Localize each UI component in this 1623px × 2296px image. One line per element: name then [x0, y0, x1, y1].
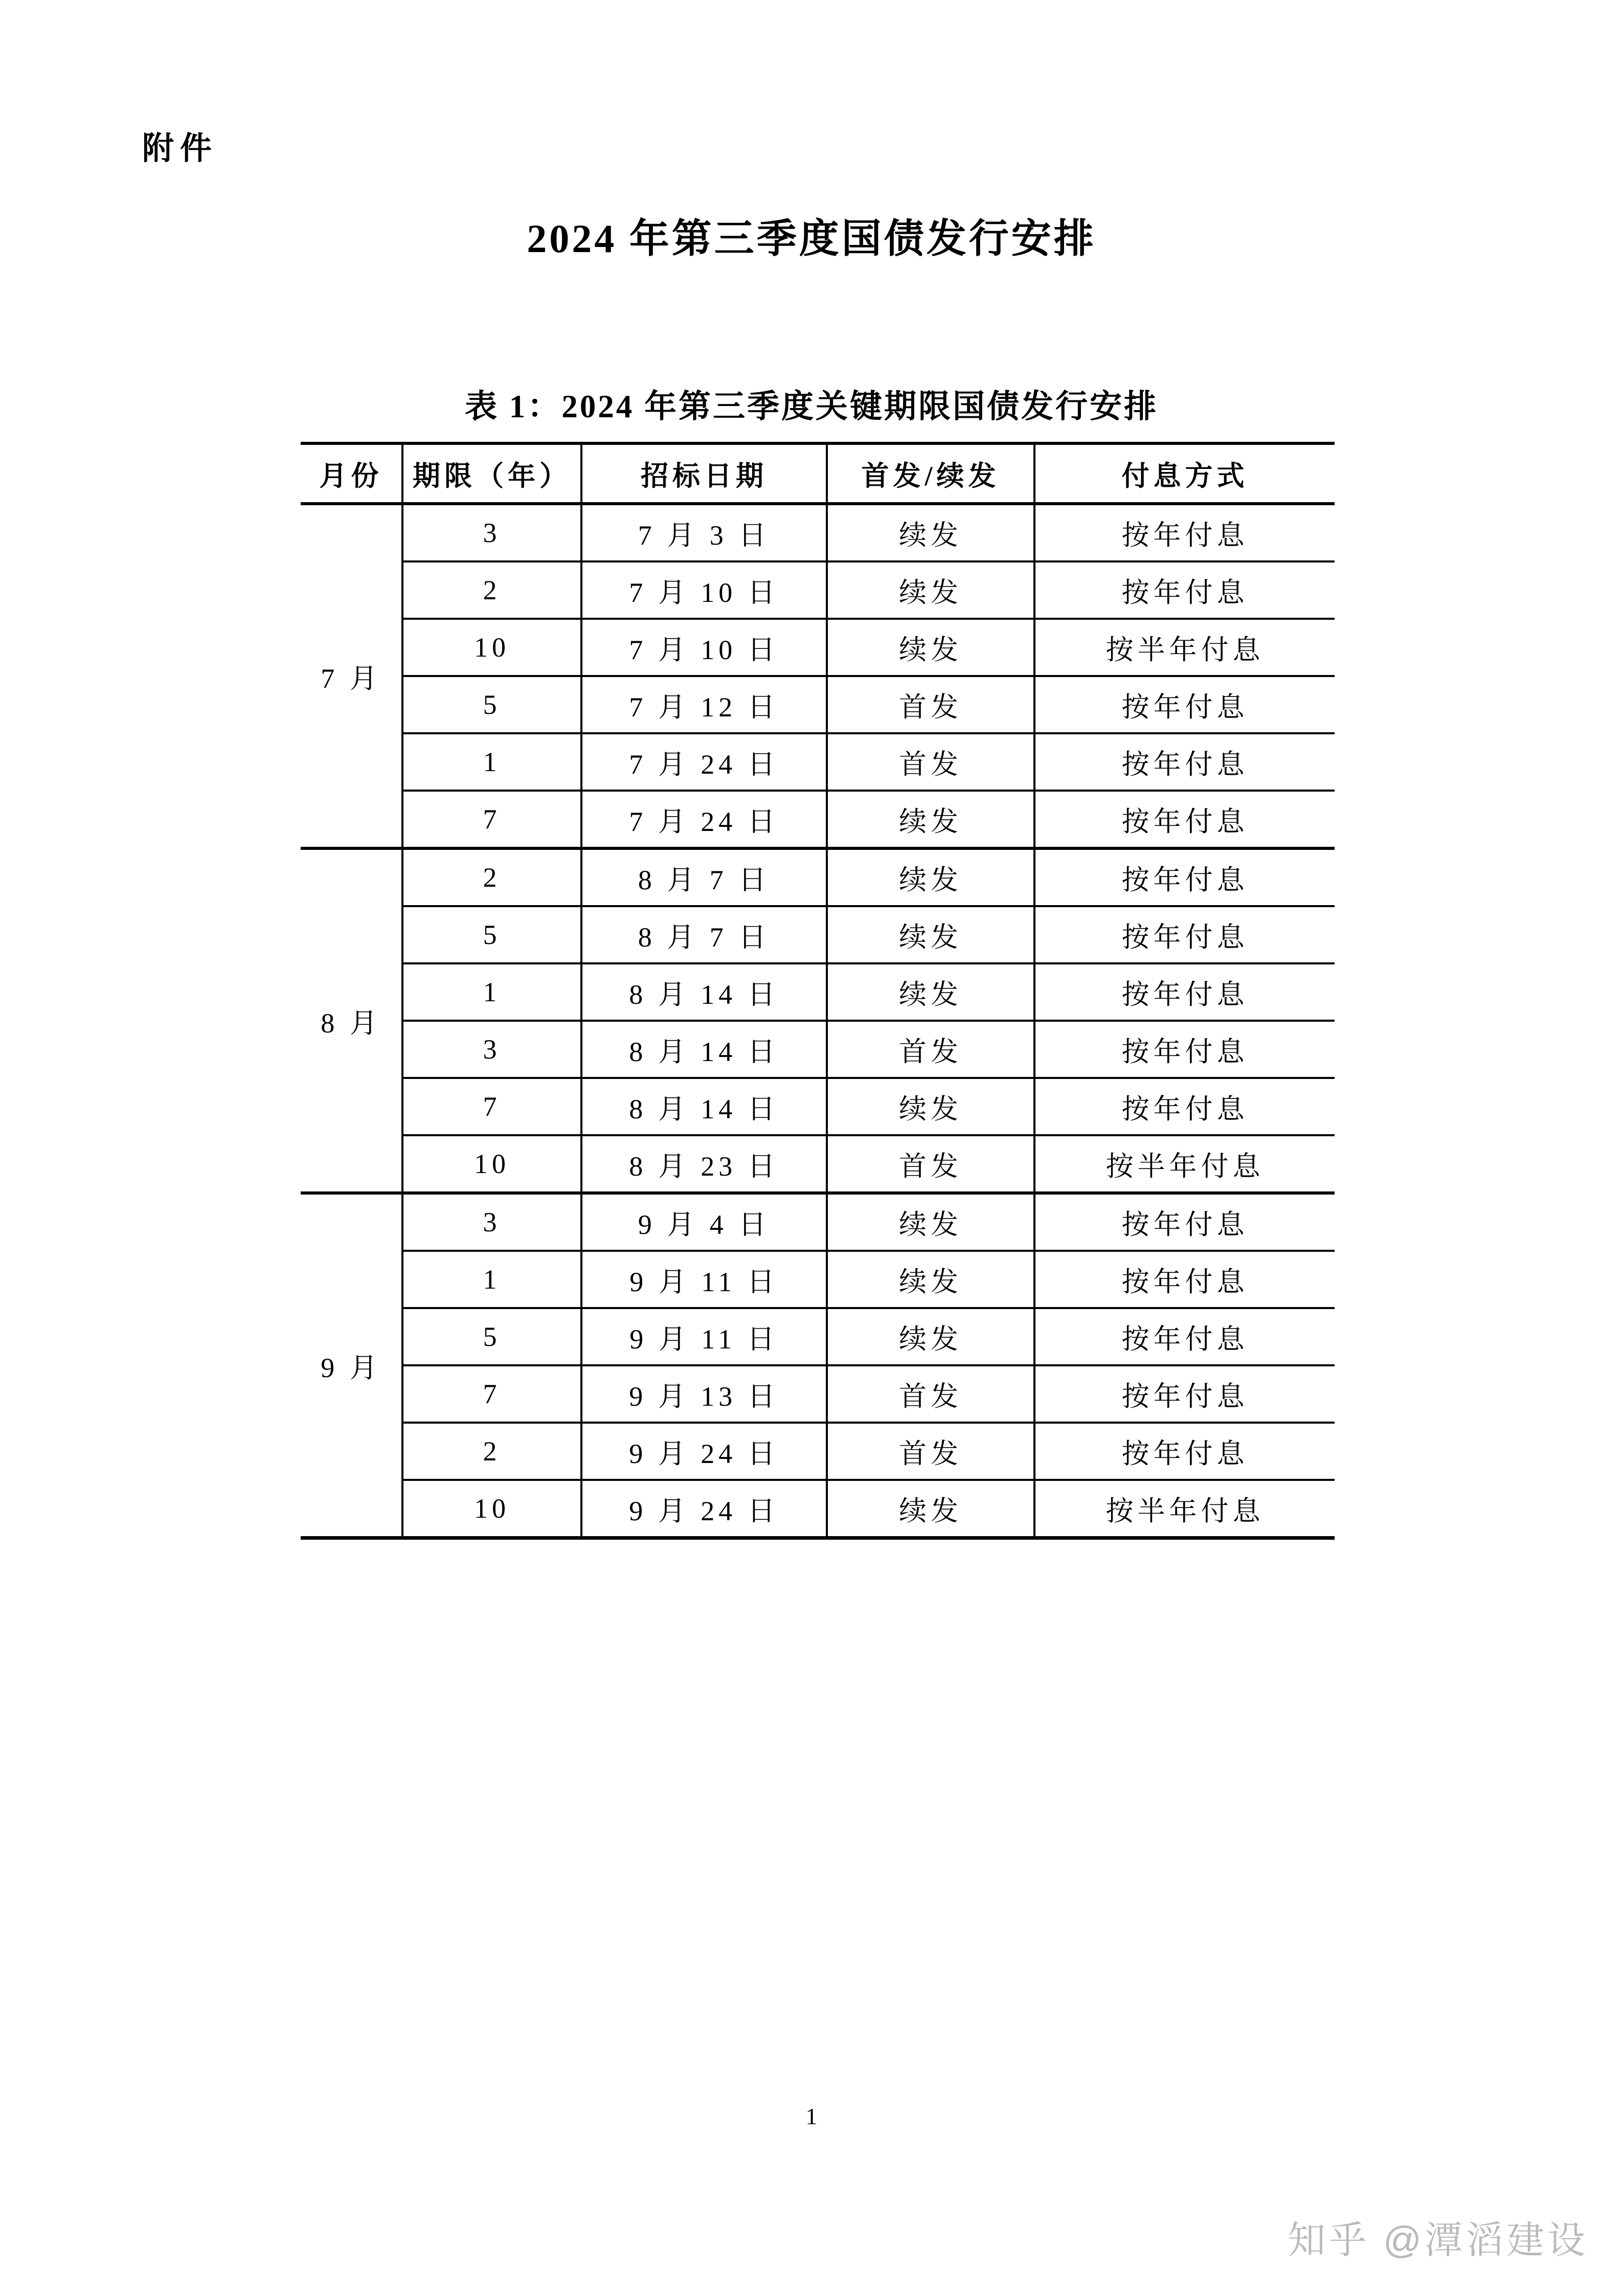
table-row	[301, 1135, 1335, 1193]
table-row	[301, 1021, 1335, 1078]
table-row	[301, 906, 1335, 963]
term-cell: 2	[402, 1423, 581, 1480]
date-cell: 7 月 24 日	[581, 733, 827, 791]
term-cell: 3	[402, 1021, 581, 1078]
month-cell: 9 月	[301, 1193, 402, 1538]
date-cell: 7 月 24 日	[581, 791, 827, 848]
date-cell: 9 月 13 日	[581, 1365, 827, 1423]
month-cell: 8 月	[301, 848, 402, 1193]
table-row	[301, 561, 1335, 619]
interest-cell: 按年付息	[1034, 676, 1335, 733]
date-cell: 7 月 10 日	[581, 561, 827, 619]
interest-cell: 按年付息	[1034, 848, 1335, 906]
table-header-row	[301, 443, 1335, 504]
issue-type-cell: 续发	[827, 561, 1034, 619]
bond-issuance-table	[301, 442, 1335, 1540]
issue-type-cell: 首发	[827, 733, 1034, 791]
table-row	[301, 733, 1335, 791]
issue-type-cell: 首发	[827, 1021, 1034, 1078]
interest-cell: 按年付息	[1034, 561, 1335, 619]
date-cell: 8 月 14 日	[581, 963, 827, 1021]
date-cell: 8 月 14 日	[581, 1021, 827, 1078]
term-cell: 10	[402, 619, 581, 676]
term-cell: 7	[402, 1365, 581, 1423]
term-cell: 1	[402, 1251, 581, 1308]
issue-type-cell: 续发	[827, 1193, 1034, 1251]
table-row	[301, 676, 1335, 733]
date-cell: 9 月 24 日	[581, 1423, 827, 1480]
interest-cell: 按年付息	[1034, 504, 1335, 561]
col-header-interest: 付息方式	[1034, 443, 1335, 504]
page-number: 1	[805, 2103, 818, 2129]
issue-type-cell: 首发	[827, 1365, 1034, 1423]
term-cell: 3	[402, 504, 581, 561]
issue-type-cell: 首发	[827, 1423, 1034, 1480]
date-cell: 7 月 3 日	[581, 504, 827, 561]
term-cell: 10	[402, 1135, 581, 1193]
table-row	[301, 1251, 1335, 1308]
issue-type-cell: 续发	[827, 504, 1034, 561]
month-cell: 7 月	[301, 504, 402, 848]
date-cell: 8 月 7 日	[581, 906, 827, 963]
issue-type-cell: 续发	[827, 1251, 1034, 1308]
interest-cell: 按年付息	[1034, 1423, 1335, 1480]
date-cell: 8 月 14 日	[581, 1078, 827, 1135]
term-cell: 1	[402, 963, 581, 1021]
table-caption: 表 1：2024 年第三季度关键期限国债发行安排	[465, 389, 1158, 424]
issue-type-cell: 续发	[827, 1078, 1034, 1135]
interest-cell: 按半年付息	[1034, 1480, 1335, 1538]
interest-cell: 按年付息	[1034, 1021, 1335, 1078]
interest-cell: 按年付息	[1034, 1193, 1335, 1251]
table-row	[301, 1480, 1335, 1538]
attachment-label: 附件	[142, 131, 218, 166]
table-row	[301, 848, 1335, 906]
interest-cell: 按年付息	[1034, 963, 1335, 1021]
issue-type-cell: 续发	[827, 1308, 1034, 1365]
table-row	[301, 791, 1335, 848]
interest-cell: 按年付息	[1034, 1308, 1335, 1365]
date-cell: 8 月 7 日	[581, 848, 827, 906]
table-row	[301, 1365, 1335, 1423]
interest-cell: 按年付息	[1034, 906, 1335, 963]
term-cell: 2	[402, 561, 581, 619]
term-cell: 1	[402, 733, 581, 791]
interest-cell: 按年付息	[1034, 1078, 1335, 1135]
issue-type-cell: 续发	[827, 619, 1034, 676]
date-cell: 9 月 24 日	[581, 1480, 827, 1538]
issue-type-cell: 首发	[827, 676, 1034, 733]
interest-cell: 按半年付息	[1034, 619, 1335, 676]
table-row	[301, 1423, 1335, 1480]
table-row	[301, 963, 1335, 1021]
term-cell: 10	[402, 1480, 581, 1538]
issue-type-cell: 续发	[827, 791, 1034, 848]
table-row	[301, 504, 1335, 561]
interest-cell: 按年付息	[1034, 1365, 1335, 1423]
term-cell: 7	[402, 1078, 581, 1135]
date-cell: 9 月 11 日	[581, 1251, 827, 1308]
col-header-date: 招标日期	[581, 443, 827, 504]
table-row	[301, 1078, 1335, 1135]
date-cell: 9 月 11 日	[581, 1308, 827, 1365]
col-header-term: 期限（年）	[402, 443, 581, 504]
date-cell: 9 月 4 日	[581, 1193, 827, 1251]
col-header-issue-type: 首发/续发	[827, 443, 1034, 504]
col-header-month: 月份	[301, 443, 402, 504]
issue-type-cell: 续发	[827, 1480, 1034, 1538]
issue-type-cell: 续发	[827, 848, 1034, 906]
date-cell: 7 月 10 日	[581, 619, 827, 676]
interest-cell: 按年付息	[1034, 1251, 1335, 1308]
term-cell: 5	[402, 906, 581, 963]
date-cell: 7 月 12 日	[581, 676, 827, 733]
table-body	[301, 504, 1335, 1538]
interest-cell: 按半年付息	[1034, 1135, 1335, 1193]
doc-title: 2024 年第三季度国债发行安排	[527, 216, 1096, 261]
table-row	[301, 1308, 1335, 1365]
term-cell: 5	[402, 676, 581, 733]
term-cell: 7	[402, 791, 581, 848]
watermark: 知乎 @潭滔建设	[1288, 2219, 1588, 2261]
term-cell: 3	[402, 1193, 581, 1251]
issue-type-cell: 首发	[827, 1135, 1034, 1193]
term-cell: 5	[402, 1308, 581, 1365]
interest-cell: 按年付息	[1034, 733, 1335, 791]
table-row	[301, 619, 1335, 676]
interest-cell: 按年付息	[1034, 791, 1335, 848]
date-cell: 8 月 23 日	[581, 1135, 827, 1193]
issue-type-cell: 续发	[827, 963, 1034, 1021]
table-row	[301, 1193, 1335, 1251]
term-cell: 2	[402, 848, 581, 906]
issue-type-cell: 续发	[827, 906, 1034, 963]
